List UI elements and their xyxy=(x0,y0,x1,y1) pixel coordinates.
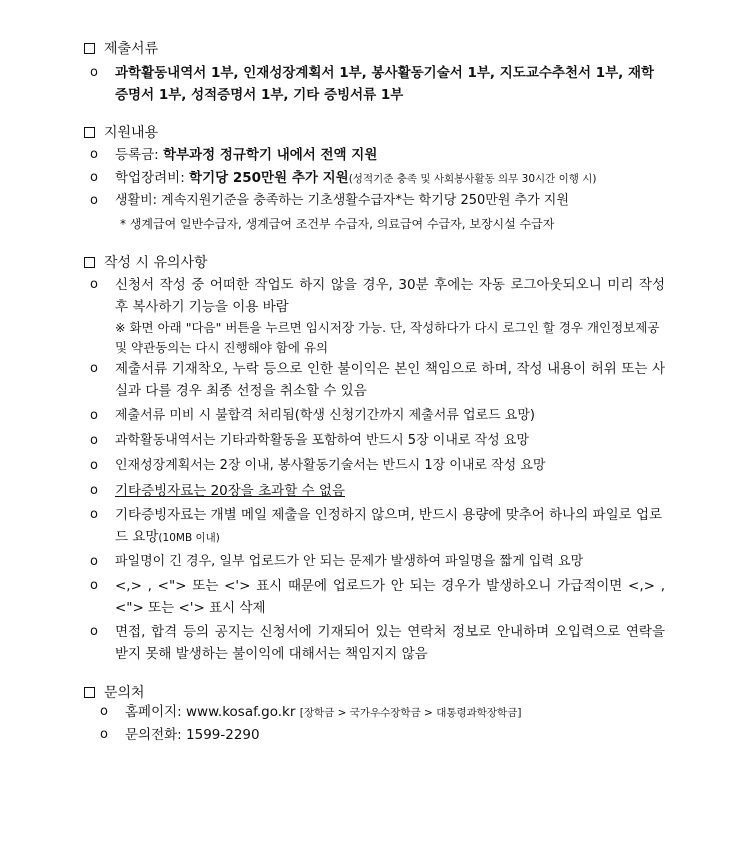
caution-size-note: (10MB 이내) xyxy=(158,532,220,544)
caution-text: 제출서류 기재착오, 누락 등으로 인한 불이익은 본인 책임으로 하며, 작성 내용이 허위 또는 사실과 다를 경우 최종 선정을 취소할 수 있음 xyxy=(115,361,665,399)
phone-value: 1599-2290 xyxy=(186,727,260,743)
list-item xyxy=(100,724,675,746)
bullet-icon: o xyxy=(90,433,98,448)
tuition-label: 등록금: xyxy=(115,147,163,163)
list-item xyxy=(90,167,665,190)
section-heading-contact: 문의처 xyxy=(84,682,145,702)
caution-text: 제출서류 미비 시 불합격 처리됨(학생 신청기간까지 제출서류 업로드 요망) xyxy=(115,408,535,423)
phone-label: 문의전화: xyxy=(125,727,187,743)
homepage-link[interactable]: www.kosaf.go.kr xyxy=(186,704,296,720)
list-item xyxy=(100,701,675,724)
list-item xyxy=(90,575,665,619)
homepage-label: 홈페이지: xyxy=(125,704,187,720)
incentive-label: 학업장려비: xyxy=(115,170,190,186)
list-item xyxy=(90,190,665,212)
bullet-icon: o xyxy=(90,65,98,80)
bullet-icon: o xyxy=(90,361,98,376)
caution-text: 신청서 작성 중 어떠한 작업도 하지 않을 경우, 30분 후에는 자동 로그아웃되오니 미리 작성 후 복사하기 기능을 이용 바람 xyxy=(115,277,665,315)
bullet-icon: o xyxy=(90,554,98,569)
list-item xyxy=(90,405,665,427)
list-item xyxy=(90,62,665,106)
bullet-icon: o xyxy=(90,458,98,473)
bullet-icon: o xyxy=(90,170,98,185)
caution-text: 파일명이 긴 경우, 일부 업로드가 안 되는 문제가 발생하여 파일명을 짧게 입력 요망 xyxy=(115,554,584,569)
list-item xyxy=(90,144,665,166)
list-item xyxy=(90,551,665,573)
list-item xyxy=(90,621,665,665)
bullet-icon: o xyxy=(90,193,98,208)
bullet-icon: o xyxy=(100,704,108,719)
caution-text: 기타증빙자료는 개별 메일 제출을 인정하지 않으며, 반드시 용량에 맞추어 하나의 파일로 업로드 요망 xyxy=(115,507,663,545)
list-item xyxy=(90,358,665,402)
section-heading-support: 지원내용 xyxy=(84,122,158,142)
bullet-icon: o xyxy=(90,147,98,162)
caution-text: 인재성장계획서는 2장 이내, 봉사활동기술서는 반드시 1장 이내로 작성 요망 xyxy=(115,458,546,473)
caution-text: 면접, 합격 등의 공지는 신청서에 기재되어 있는 연락처 정보로 안내하며 오입력으로 연락을 받지 못해 발생하는 불이익에 대해서는 책임지지 않음 xyxy=(115,624,665,662)
living-text: 생활비: 계속지원기준을 충족하는 기초생활수급자*는 학기당 250만원 추가 지원 xyxy=(115,193,569,208)
checkbox-square-icon xyxy=(84,257,95,268)
list-item xyxy=(90,430,665,452)
checkbox-square-icon xyxy=(84,687,95,698)
bullet-icon: o xyxy=(90,507,98,522)
bullet-icon: o xyxy=(90,483,98,498)
list-item xyxy=(90,455,665,477)
list-item xyxy=(90,274,665,318)
tuition-value: 학부과정 정규학기 내에서 전액 지원 xyxy=(162,147,378,163)
bullet-icon: o xyxy=(90,408,98,423)
caution-text: 과학활동내역서는 기타과학활동을 포함하여 반드시 5장 이내로 작성 요망 xyxy=(115,433,529,448)
bullet-icon: o xyxy=(90,578,98,593)
list-item xyxy=(90,504,665,549)
list-item xyxy=(90,480,665,502)
documents-list-text: 과학활동내역서 1부, 인재성장계획서 1부, 봉사활동기술서 1부, 지도교수추천서 1부, 재학증명서 1부, 성적증명서 1부, 기타 증빙서류 1부 xyxy=(115,65,655,103)
caution-note: ※ 화면 아래 "다음" 버튼을 누르면 임시저장 가능. 단, 작성하다가 다시 로그인 할 경우 개인정보제공 및 약관동의는 다시 진행해야 함에 유의 xyxy=(115,320,660,355)
caution-text: <,> , <"> 또는 <'> 표시 때문에 업로드가 안 되는 경우가 발생하오니 가급적이면 <,> , <"> 또는 <'> 표시 삭제 xyxy=(115,578,665,616)
incentive-note: (성적기준 충족 및 사회봉사활동 의무 30시간 이행 시) xyxy=(348,173,597,185)
bullet-icon: o xyxy=(90,277,98,292)
checkbox-square-icon xyxy=(84,127,95,138)
homepage-path: [장학금 > 국가우수장학금 > 대통령과학장학금] xyxy=(299,707,522,719)
section-heading-documents: 제출서류 xyxy=(84,38,158,58)
bullet-icon: o xyxy=(100,727,108,742)
living-note: * 생계급여 일반수급자, 생계급여 조건부 수급자, 의료급여 수급자, 보장시설 수급자 xyxy=(120,217,555,231)
checkbox-square-icon xyxy=(84,43,95,54)
incentive-value: 학기당 250만원 추가 지원 xyxy=(189,170,349,186)
caution-underlined-text: 기타증빙자료는 20장을 초과할 수 없음 xyxy=(115,483,345,499)
section-heading-cautions: 작성 시 유의사항 xyxy=(84,252,208,272)
bullet-icon: o xyxy=(90,624,98,639)
